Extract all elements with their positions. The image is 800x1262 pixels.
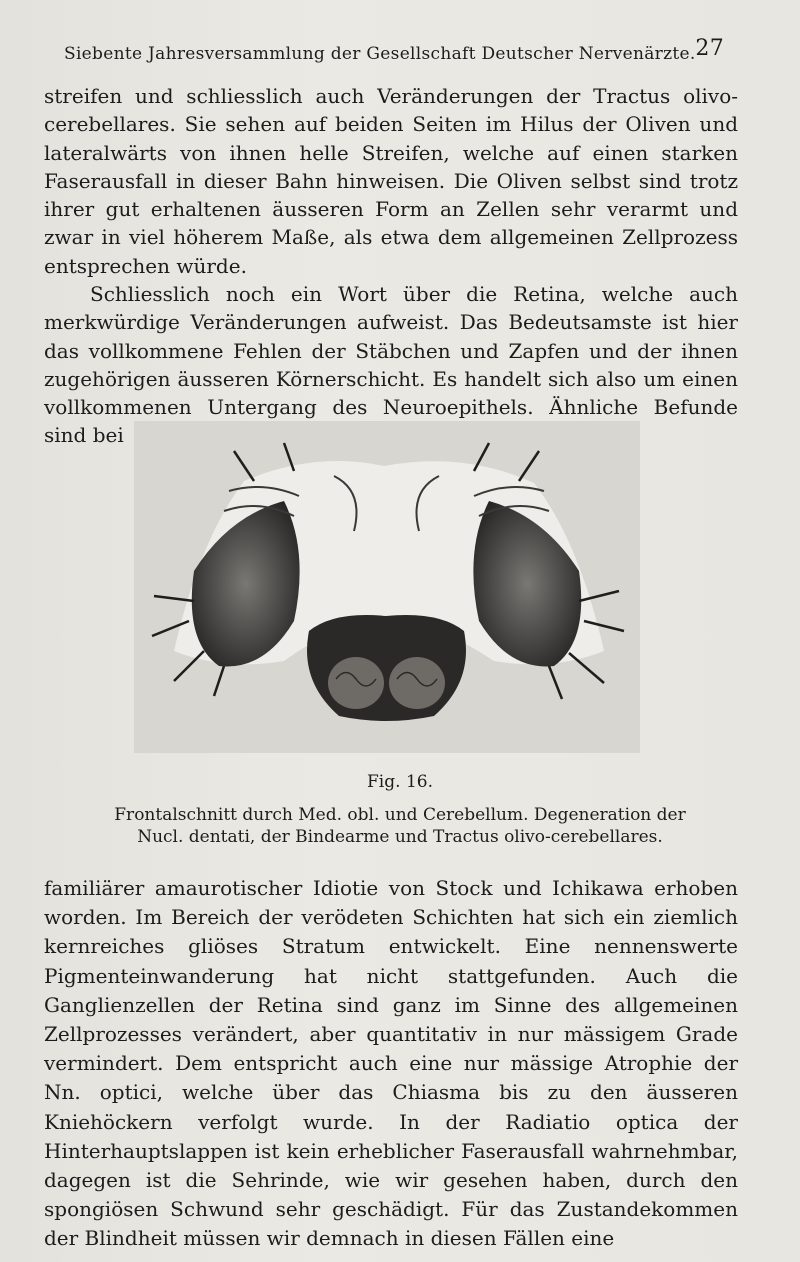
figure-caption-line-1: Frontalschnitt durch Med. obl. und Cerebellum. Degeneration der xyxy=(114,805,686,825)
figure-brain-section xyxy=(134,421,640,753)
page-number: 27 xyxy=(695,36,724,61)
paragraph-1: streifen und schliesslich auch Veränderungen der Tractus olivo-cerebellares. Sie sehen auf beiden Seiten im Hilus der Oliven und lateralwärts von ihnen helle Streifen, welche auf einen starken Faserausfall in dieser Bahn hinweisen. Die Oliven selbst sind trotz ihrer gut erhaltenen äusseren Form an Zellen sehr verarmt und zwar in viel höherem Maße, als etwa dem allgemeinen Zellprozess entsprechen würde. xyxy=(44,84,738,278)
figure-caption-line-2: Nucl. dentati, der Bindearme und Tractus olivo-cerebellares. xyxy=(137,827,663,847)
figure-label: Fig. 16. xyxy=(367,772,433,792)
brain-section-illustration xyxy=(134,421,640,753)
running-header xyxy=(64,36,724,70)
paragraph-3: familiärer amaurotischer Idiotie von Stock und Ichikawa erhoben worden. Im Bereich der verödeten Schichten hat sich ein ziemlich kernreiches gliöses Stratum entwickelt. Eine nennenswerte Pigmenteinwanderung hat nicht stattgefunden. Auch die Ganglienzellen der Retina sind ganz im Sinne des allgemeinen Zellprozesses verändert, aber quantitativ in nur mässigem Grade vermindert. Dem entspricht auch eine nur mässige Atrophie der Nn. optici, welche über das Chiasma bis zu den äusseren Kniehöckern verfolgt wurde. In der Radiatio optica der Hinterhauptslappen ist kein erheblicher Faserausfall wahrnehmbar, dagegen ist die Sehrinde, wie wir gesehen haben, durch den spongiösen Schwund sehr geschädigt. Für das Zustandekommen der Blindheit müssen wir demnach in diesen Fällen eine xyxy=(44,876,738,1251)
paragraph-2: Schliesslich noch ein Wort über die Retina, welche auch merkwürdige Veränderungen aufweist. Das Bedeutsamste ist hier das vollkommene Fehlen der Stäbchen und Zapfen und der ihnen zugehörigen äusseren Körnerschicht. Es handelt sich also um einen vollkommenen Untergang des Neuroepithels. Ähnliche Befunde sind bei xyxy=(44,282,738,448)
running-title: Siebente Jahresversammlung der Gesellschaft Deutscher Nervenärzte. xyxy=(64,44,696,64)
